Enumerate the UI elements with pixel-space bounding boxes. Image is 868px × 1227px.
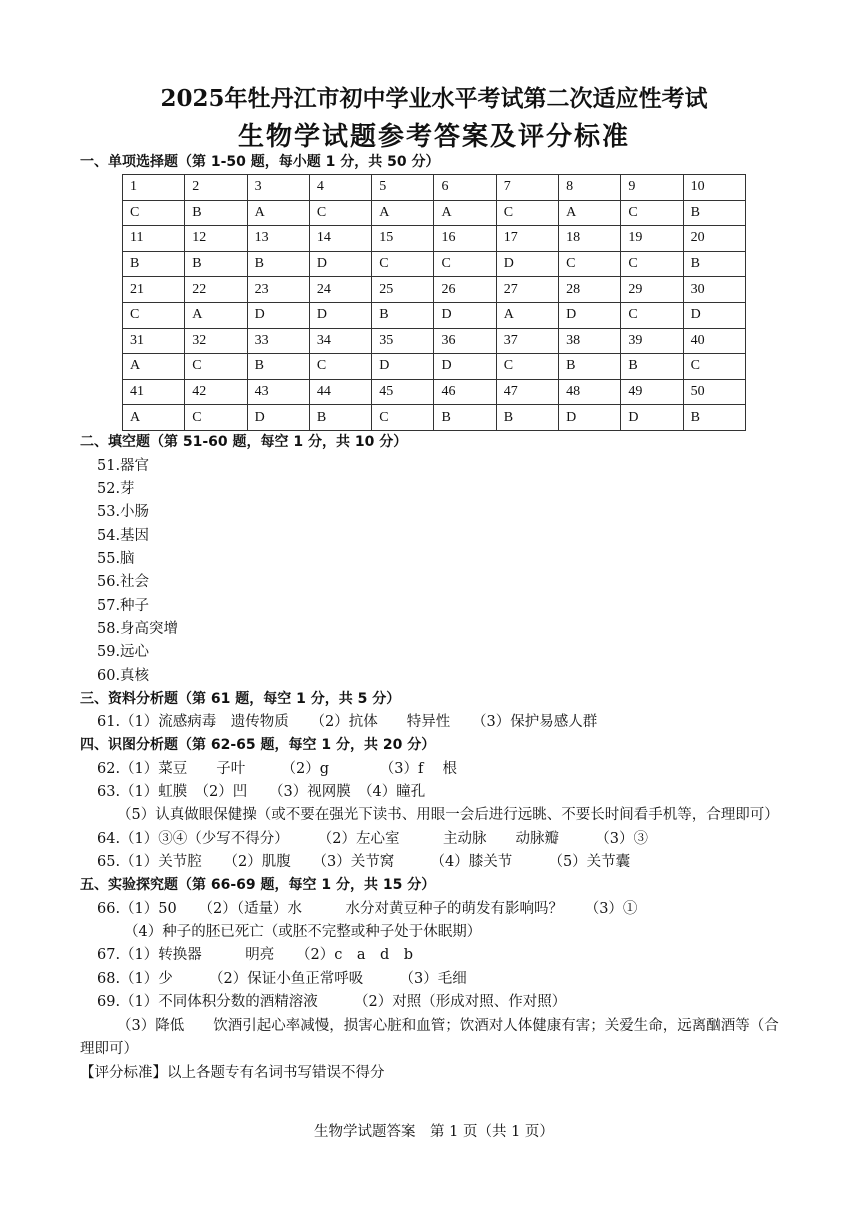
- page-footer: 生物学试题答案 第 1 页（共 1 页）: [314, 1124, 554, 1140]
- question-number-cell: 3: [247, 175, 309, 201]
- answer-cell: C: [185, 405, 247, 431]
- question-number-cell: 16: [434, 226, 496, 252]
- answer-cell: B: [559, 354, 621, 380]
- answer-cell: B: [434, 405, 496, 431]
- question-number-cell: 41: [123, 379, 185, 405]
- section5-heading: 五、实验探究题（第 66-69 题，每空 1 分，共 15 分）: [80, 877, 436, 893]
- answer-row: [123, 405, 746, 431]
- answer-cell: D: [309, 302, 371, 328]
- question-number-cell: 37: [496, 328, 558, 354]
- question-number-cell: 17: [496, 226, 558, 252]
- answer-cell: D: [621, 405, 683, 431]
- question-number-cell: 44: [309, 379, 371, 405]
- question-number-cell: 46: [434, 379, 496, 405]
- fill-answer-57: 57.种子: [97, 598, 150, 614]
- fill-answer-52: 52.芽: [97, 481, 135, 497]
- title-line-2: 生物学试题参考答案及评分标准: [237, 122, 630, 152]
- answer-cell: D: [434, 354, 496, 380]
- question-number-cell: 25: [372, 277, 434, 303]
- answer-cell: A: [123, 354, 185, 380]
- answer-cell: D: [434, 302, 496, 328]
- answer-cell: B: [123, 251, 185, 277]
- question-number-cell: 43: [247, 379, 309, 405]
- answer-cell: C: [621, 251, 683, 277]
- answer-65: 65.（1）关节腔 （2）肌腹 （3）关节窝 （4）膝关节 （5）关节囊: [97, 854, 631, 870]
- question-number-cell: 36: [434, 328, 496, 354]
- question-number-cell: 1: [123, 175, 185, 201]
- answer-cell: B: [683, 251, 745, 277]
- answer-cell: A: [247, 200, 309, 226]
- answer-62: 62.（1）菜豆 子叶 （2）g （3）f 根: [97, 761, 457, 777]
- question-number-cell: 14: [309, 226, 371, 252]
- question-number-cell: 15: [372, 226, 434, 252]
- answer-cell: B: [247, 354, 309, 380]
- section4-heading: 四、识图分析题（第 62-65 题，每空 1 分，共 20 分）: [80, 737, 436, 753]
- answer-cell: B: [185, 251, 247, 277]
- answer-61: 61.（1）流感病毒 遗传物质 （2）抗体 特异性 （3）保护易感人群: [97, 714, 598, 730]
- fill-answer-53: 53.小肠: [97, 504, 150, 520]
- fill-answer-60: 60.真核: [97, 668, 150, 684]
- answer-63-part5: （5）认真做眼保健操（或不要在强光下读书、用眼一会后进行远眺、不要长时间看手机等，合理即可）: [117, 807, 779, 823]
- question-number-cell: 29: [621, 277, 683, 303]
- answer-cell: A: [123, 405, 185, 431]
- answer-cell: C: [123, 302, 185, 328]
- question-number-cell: 2: [185, 175, 247, 201]
- question-number-cell: 10: [683, 175, 745, 201]
- question-number-cell: 9: [621, 175, 683, 201]
- section1-heading: 一、单项选择题（第 1-50 题，每小题 1 分，共 50 分）: [80, 154, 440, 170]
- answer-69: 69.（1）不同体积分数的酒精溶液 （2）对照（形成对照、作对照）: [97, 994, 567, 1010]
- fill-answer-58: 58.身高突增: [97, 621, 179, 637]
- answer-cell: D: [309, 251, 371, 277]
- answer-row: [123, 200, 746, 226]
- answer-cell: D: [372, 354, 434, 380]
- answer-cell: B: [247, 251, 309, 277]
- answer-cell: A: [185, 302, 247, 328]
- answer-cell: C: [372, 251, 434, 277]
- question-number-cell: 39: [621, 328, 683, 354]
- answer-69-part3: （3）降低 饮酒引起心率减慢，损害心脏和血管；饮酒对人体健康有害；关爱生命，远离酗酒等（合: [117, 1018, 779, 1034]
- question-number-cell: 32: [185, 328, 247, 354]
- answer-cell: D: [559, 405, 621, 431]
- fill-answer-56: 56.社会: [97, 574, 150, 590]
- question-number-cell: 28: [559, 277, 621, 303]
- answer-cell: C: [621, 200, 683, 226]
- question-number-cell: 34: [309, 328, 371, 354]
- answer-cell: C: [621, 302, 683, 328]
- answer-64: 64.（1）③④（少写不得分） （2）左心室 主动脉 动脉瓣 （3）③: [97, 831, 648, 847]
- title-line-1: 2025年牡丹江市初中学业水平考试第二次适应性考试: [160, 85, 708, 112]
- question-number-cell: 13: [247, 226, 309, 252]
- question-number-row: [123, 175, 746, 201]
- question-number-row: [123, 226, 746, 252]
- question-number-cell: 4: [309, 175, 371, 201]
- answer-cell: B: [372, 302, 434, 328]
- question-number-cell: 42: [185, 379, 247, 405]
- question-number-cell: 22: [185, 277, 247, 303]
- question-number-cell: 12: [185, 226, 247, 252]
- answer-66: 66.（1）50 （2）（适量）水 水分对黄豆种子的萌发有影响吗？ （3）①: [97, 901, 638, 917]
- question-number-cell: 38: [559, 328, 621, 354]
- question-number-cell: 45: [372, 379, 434, 405]
- fill-answer-59: 59.远心: [97, 644, 150, 660]
- question-number-cell: 6: [434, 175, 496, 201]
- fill-answer-55: 55.脑: [97, 551, 135, 567]
- answer-cell: C: [372, 405, 434, 431]
- answer-cell: C: [683, 354, 745, 380]
- question-number-cell: 33: [247, 328, 309, 354]
- question-number-cell: 24: [309, 277, 371, 303]
- question-number-cell: 40: [683, 328, 745, 354]
- question-number-cell: 21: [123, 277, 185, 303]
- question-number-cell: 7: [496, 175, 558, 201]
- answer-cell: C: [496, 200, 558, 226]
- answer-cell: D: [496, 251, 558, 277]
- question-number-cell: 31: [123, 328, 185, 354]
- answer-cell: C: [496, 354, 558, 380]
- question-number-cell: 27: [496, 277, 558, 303]
- question-number-cell: 23: [247, 277, 309, 303]
- question-number-cell: 11: [123, 226, 185, 252]
- fill-answer-54: 54.基因: [97, 528, 150, 544]
- answer-63: 63.（1）虹膜 （2）凹 （3）视网膜 （4）瞳孔: [97, 784, 426, 800]
- question-number-cell: 35: [372, 328, 434, 354]
- question-number-cell: 20: [683, 226, 745, 252]
- answer-cell: A: [434, 200, 496, 226]
- question-number-cell: 30: [683, 277, 745, 303]
- scoring-note: 【评分标准】以上各题专有名词书写错误不得分: [80, 1065, 385, 1081]
- answer-cell: C: [123, 200, 185, 226]
- question-number-cell: 47: [496, 379, 558, 405]
- answer-cell: C: [185, 354, 247, 380]
- question-number-cell: 5: [372, 175, 434, 201]
- answer-cell: A: [372, 200, 434, 226]
- mcq-answer-table: [122, 174, 746, 431]
- answer-67: 67.（1）转换器 明亮 （2）c a d b: [97, 947, 414, 963]
- answer-cell: D: [559, 302, 621, 328]
- fill-answer-51: 51.器官: [97, 458, 150, 474]
- answer-row: [123, 251, 746, 277]
- answer-cell: B: [309, 405, 371, 431]
- answer-cell: B: [621, 354, 683, 380]
- answer-68: 68.（1）少 （2）保证小鱼正常呼吸 （3）毛细: [97, 971, 467, 987]
- question-number-cell: 50: [683, 379, 745, 405]
- answer-row: [123, 354, 746, 380]
- answer-cell: C: [434, 251, 496, 277]
- question-number-cell: 8: [559, 175, 621, 201]
- answer-cell: A: [496, 302, 558, 328]
- answer-cell: B: [683, 200, 745, 226]
- answer-cell: C: [309, 200, 371, 226]
- question-number-row: [123, 379, 746, 405]
- answer-cell: C: [309, 354, 371, 380]
- question-number-cell: 26: [434, 277, 496, 303]
- answer-cell: C: [559, 251, 621, 277]
- answer-69-part3-cont: 理即可）: [80, 1041, 138, 1057]
- question-number-cell: 18: [559, 226, 621, 252]
- question-number-cell: 19: [621, 226, 683, 252]
- question-number-row: [123, 328, 746, 354]
- question-number-cell: 49: [621, 379, 683, 405]
- answer-cell: D: [247, 405, 309, 431]
- answer-row: [123, 302, 746, 328]
- answer-cell: B: [683, 405, 745, 431]
- question-number-row: [123, 277, 746, 303]
- answer-66-part4: （4）种子的胚已死亡（或胚不完整或种子处于休眠期）: [124, 924, 482, 940]
- answer-cell: D: [683, 302, 745, 328]
- answer-cell: B: [185, 200, 247, 226]
- question-number-cell: 48: [559, 379, 621, 405]
- answer-cell: A: [559, 200, 621, 226]
- section3-heading: 三、资料分析题（第 61 题，每空 1 分，共 5 分）: [80, 691, 401, 707]
- answer-cell: D: [247, 302, 309, 328]
- section2-heading: 二、填空题（第 51-60 题，每空 1 分，共 10 分）: [80, 434, 408, 450]
- answer-cell: B: [496, 405, 558, 431]
